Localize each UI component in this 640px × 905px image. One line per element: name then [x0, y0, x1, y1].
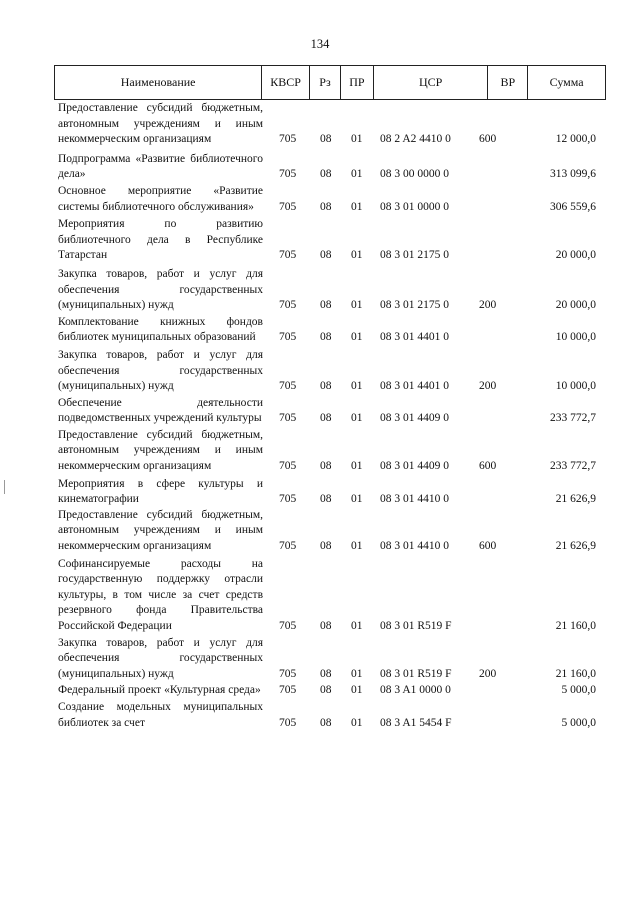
row-csr: 08 3 01 0000 0 — [380, 200, 449, 213]
row-csr: 08 3 01 4410 0 — [380, 540, 449, 553]
row-name: Закупка товаров, работ и услуг для обеспечения государственных (муниципальных) нужд — [58, 267, 263, 312]
row-rz: 08 — [320, 667, 332, 680]
header-kvsr: КВСР — [262, 66, 310, 99]
row-sum: 21 160,0 — [555, 620, 596, 632]
row-vr: 600 — [479, 460, 497, 473]
row-pr: 01 — [351, 684, 363, 697]
row-pr: 01 — [351, 331, 363, 344]
row-vr: 600 — [479, 540, 497, 553]
table-row — [58, 267, 606, 314]
row-name: Закупка товаров, работ и услуг для обеспечения государственных (муниципальных) нужд — [58, 636, 263, 680]
row-vr: 600 — [479, 133, 497, 146]
row-csr: 08 3 00 0000 0 — [380, 168, 449, 181]
table-row — [58, 700, 606, 731]
row-pr: 01 — [351, 620, 363, 632]
row-kvsr: 705 — [279, 133, 297, 146]
row-pr: 01 — [351, 716, 363, 729]
row-sum: 5 000,0 — [561, 684, 596, 697]
row-rz: 08 — [320, 299, 332, 312]
row-name: Закупка товаров, работ и услуг для обеспечения государственных (муниципальных) нужд — [58, 348, 263, 393]
row-kvsr: 705 — [279, 168, 297, 181]
row-kvsr: 705 — [279, 380, 297, 393]
header-sum: Сумма — [549, 75, 584, 89]
row-pr: 01 — [351, 299, 363, 312]
row-sum: 12 000,0 — [555, 133, 596, 146]
row-pr: 01 — [351, 249, 363, 262]
row-rz: 08 — [320, 133, 332, 146]
table-row — [58, 396, 606, 427]
row-name: Обеспечение деятельности подведомственных учреждений культуры — [58, 396, 263, 425]
table-row — [58, 101, 606, 148]
table-row — [58, 428, 606, 475]
row-csr: 08 3 01 2175 0 — [380, 249, 449, 262]
table-row — [58, 636, 606, 683]
row-name: Предоставление субсидий бюджетным, автономным учреждениям и иным некоммерческим организациям — [58, 428, 263, 473]
row-rz: 08 — [320, 493, 332, 506]
row-vr: 200 — [479, 380, 497, 393]
row-rz: 08 — [320, 460, 332, 473]
row-pr: 01 — [351, 133, 363, 146]
row-csr: 08 3 01 4409 0 — [380, 412, 449, 425]
row-sum: 233 772,7 — [550, 460, 596, 473]
row-vr: 200 — [479, 667, 497, 680]
row-pr: 01 — [351, 200, 363, 213]
scan-mark — [4, 480, 5, 494]
row-name: Софинансируемые расходы на государственную поддержку отрасли культуры, в том числе за счет средств резервного фонда Правительства Российской Федерации — [58, 557, 263, 632]
row-kvsr: 705 — [279, 412, 297, 425]
row-kvsr: 705 — [279, 684, 297, 697]
header-pr: ПР — [341, 66, 374, 99]
table-row — [58, 315, 606, 346]
table-row — [58, 557, 606, 635]
row-rz: 08 — [320, 620, 332, 632]
table-row — [58, 152, 606, 183]
row-csr: 08 3 01 2175 0 — [380, 299, 449, 312]
table-row — [58, 184, 606, 215]
row-pr: 01 — [351, 460, 363, 473]
row-csr: 08 3 01 R519 F — [380, 667, 452, 680]
row-kvsr: 705 — [279, 667, 297, 680]
row-csr: 08 3 01 4409 0 — [380, 460, 449, 473]
row-rz: 08 — [320, 716, 332, 729]
row-sum: 21 626,9 — [555, 493, 596, 506]
row-kvsr: 705 — [279, 493, 297, 506]
table-row — [58, 683, 606, 699]
row-name: Федеральный проект «Культурная среда» — [58, 684, 261, 697]
row-rz: 08 — [320, 331, 332, 344]
row-csr: 08 3 A1 0000 0 — [380, 684, 451, 697]
row-kvsr: 705 — [279, 460, 297, 473]
row-name: Основное мероприятие «Развитие системы библиотечного обслуживания» — [58, 184, 263, 213]
row-kvsr: 705 — [279, 716, 297, 729]
row-pr: 01 — [351, 380, 363, 393]
row-sum: 5 000,0 — [561, 716, 596, 729]
row-rz: 08 — [320, 249, 332, 262]
row-sum: 21 160,0 — [555, 667, 596, 680]
row-csr: 08 3 01 4401 0 — [380, 380, 449, 393]
table-row — [58, 217, 606, 264]
row-name: Создание модельных муниципальных библиотек за счет — [58, 700, 263, 729]
row-sum: 313 099,6 — [550, 168, 596, 181]
row-pr: 01 — [351, 667, 363, 680]
row-kvsr: 705 — [279, 249, 297, 262]
row-kvsr: 705 — [279, 200, 297, 213]
row-pr: 01 — [351, 168, 363, 181]
row-csr: 08 3 01 4401 0 — [380, 331, 449, 344]
row-name: Мероприятия по развитию библиотечного дела в Республике Татарстан — [58, 218, 263, 262]
row-sum: 20 000,0 — [555, 249, 596, 262]
row-pr: 01 — [351, 493, 363, 506]
row-rz: 08 — [320, 684, 332, 697]
row-vr: 200 — [479, 299, 497, 312]
row-name: Мероприятия в сфере культуры и кинематографии — [58, 477, 263, 506]
row-rz: 08 — [320, 200, 332, 213]
page-number: 134 — [310, 37, 330, 51]
table-header — [54, 65, 606, 100]
row-csr: 08 3 01 R519 F — [380, 620, 452, 632]
table-row — [58, 477, 606, 508]
row-kvsr: 705 — [279, 540, 297, 553]
row-rz: 08 — [320, 168, 332, 181]
row-name: Предоставление субсидий бюджетным, автономным учреждениям и иным некоммерческим организациям — [58, 508, 263, 553]
row-sum: 306 559,6 — [550, 200, 596, 213]
row-kvsr: 705 — [279, 331, 297, 344]
header-csr: ЦСР — [374, 66, 489, 99]
row-pr: 01 — [351, 540, 363, 553]
row-pr: 01 — [351, 412, 363, 425]
row-kvsr: 705 — [279, 299, 297, 312]
row-rz: 08 — [320, 412, 332, 425]
row-sum: 233 772,7 — [550, 412, 596, 425]
row-sum: 20 000,0 — [555, 299, 596, 312]
row-name: Предоставление субсидий бюджетным, автономным учреждениям и иным некоммерческим организациям — [58, 102, 263, 146]
row-name: Подпрограмма «Развитие библиотечного дела» — [58, 152, 263, 181]
row-csr: 08 3 A1 5454 F — [380, 716, 452, 729]
header-rz: Рз — [310, 66, 341, 99]
row-rz: 08 — [320, 380, 332, 393]
row-kvsr: 705 — [279, 620, 297, 632]
row-csr: 08 2 A2 4410 0 — [380, 133, 451, 146]
table-row — [58, 508, 606, 555]
row-sum: 10 000,0 — [555, 331, 596, 344]
header-name: Наименование — [55, 66, 262, 99]
table-body — [58, 101, 606, 732]
table-row — [58, 348, 606, 395]
row-name: Комплектование книжных фондов библиотек муниципальных образований — [58, 315, 263, 344]
row-sum: 10 000,0 — [555, 380, 596, 393]
header-vr: ВР — [488, 66, 528, 99]
row-csr: 08 3 01 4410 0 — [380, 493, 449, 506]
row-rz: 08 — [320, 540, 332, 553]
row-sum: 21 626,9 — [555, 540, 596, 553]
